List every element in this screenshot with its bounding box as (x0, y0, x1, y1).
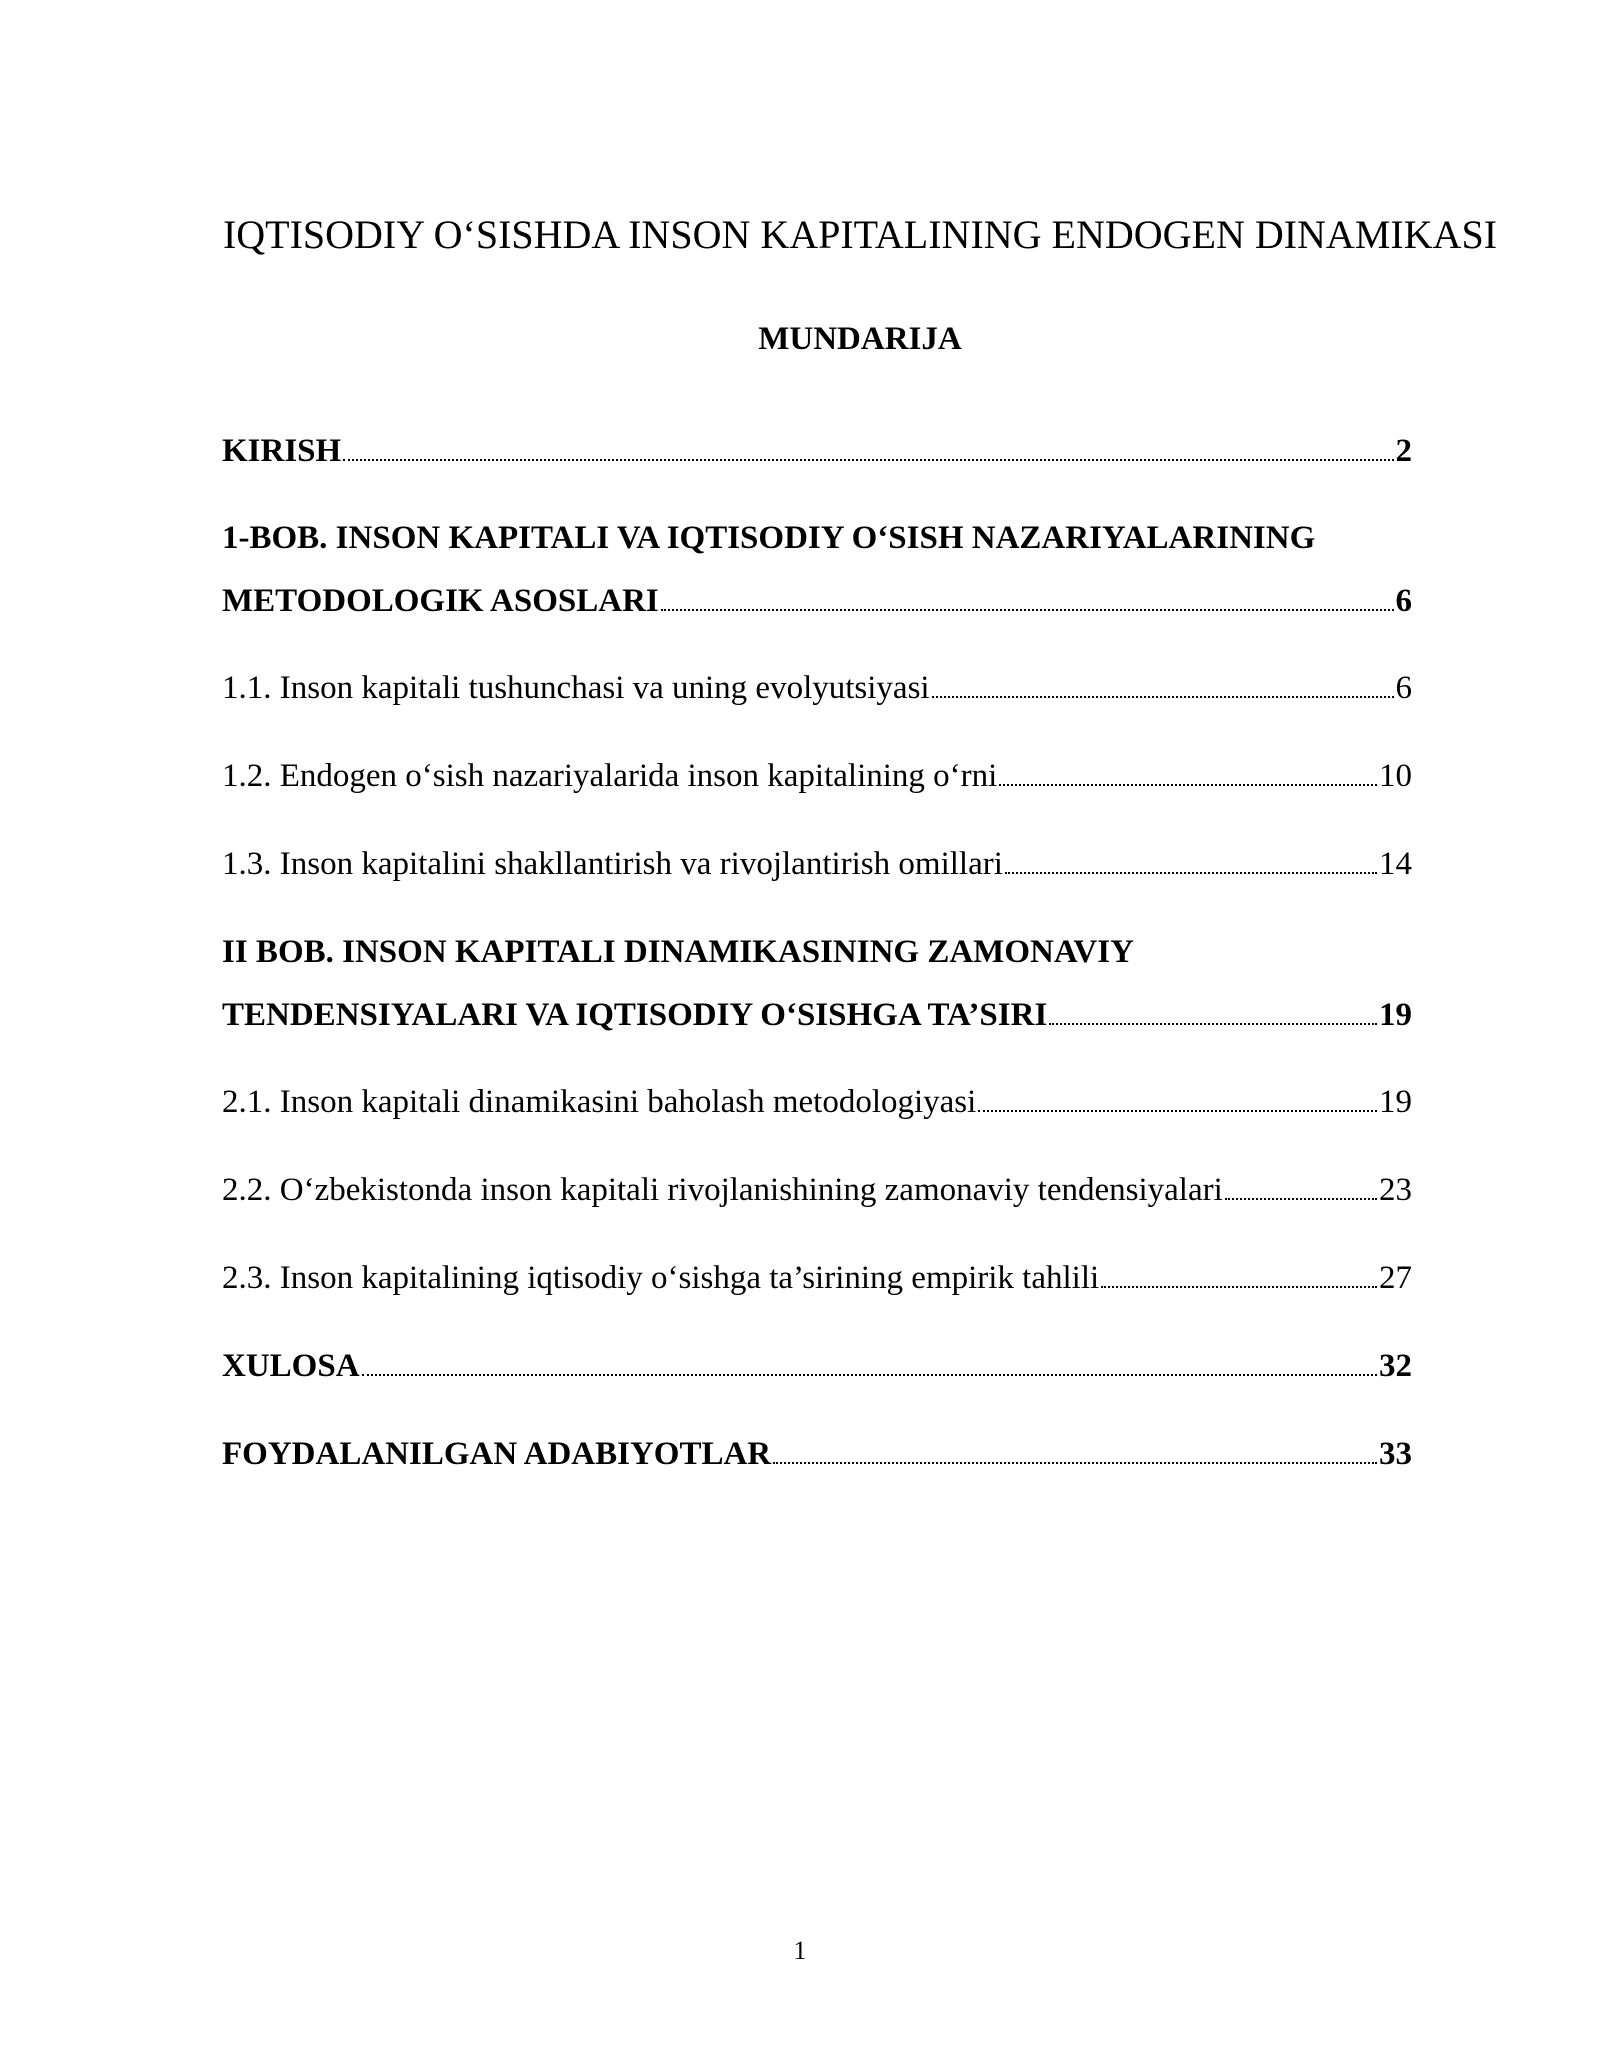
toc-entry-title: FOYDALANILGAN ADABIYOTLAR (222, 1436, 772, 1472)
toc-entry-title: TENDENSIYALARI VA IQTISODIY O‘SISHGA TA’SIRI (222, 997, 1048, 1033)
toc-entry-xulosa[interactable] (222, 1346, 1412, 1386)
toc-entry-2-3[interactable] (222, 1258, 1412, 1298)
toc-dot-leader (1005, 871, 1377, 874)
toc-entry-title: XULOSA (222, 1348, 360, 1384)
toc-page-number: 6 (1395, 583, 1412, 619)
toc-page-number: 19 (1379, 997, 1412, 1033)
toc-entry-title: 1.1. Inson kapitali tushunchasi va uning evolyutsiyasi (222, 670, 930, 706)
toc-dot-leader (661, 608, 1394, 611)
toc-entry-title: 1.2. Endogen o‘sish nazariyalarida inson kapitalining o‘rni (222, 758, 998, 794)
toc-page-number: 19 (1379, 1084, 1412, 1120)
toc-page-number: 10 (1379, 758, 1412, 794)
toc-entry-title: 2.3. Inson kapitalining iqtisodiy o‘sishga ta’sirining empirik tahlili (222, 1260, 1100, 1296)
toc-entry-2-2[interactable] (222, 1170, 1412, 1210)
toc-dot-leader (932, 695, 1394, 698)
toc-entry-title: 2.1. Inson kapitali dinamikasini baholash metodologiyasi (222, 1084, 977, 1120)
toc-dot-leader (1101, 1285, 1377, 1288)
toc-entry-1-1[interactable] (222, 668, 1412, 708)
toc-page-number: 2 (1395, 433, 1412, 469)
toc-page-number: 27 (1379, 1260, 1412, 1296)
page-number: 1 (793, 1936, 807, 1965)
toc-dot-leader (1225, 1197, 1377, 1200)
toc-entry-title: KIRISH (222, 433, 342, 469)
toc-page-number: 23 (1379, 1172, 1412, 1208)
toc-entry-chapter-2[interactable] (222, 932, 1412, 1035)
contents-heading: MUNDARIJA (758, 321, 962, 357)
toc-dot-leader (978, 1109, 1377, 1112)
toc-entry-2-1[interactable] (222, 1082, 1412, 1122)
toc-page-number: 32 (1379, 1348, 1412, 1384)
toc-entry-1-2[interactable] (222, 756, 1412, 796)
toc-page-number: 14 (1379, 846, 1412, 882)
toc-entry-references[interactable] (222, 1434, 1412, 1474)
toc-dot-leader (362, 1373, 1377, 1376)
toc-entry-1-3[interactable] (222, 844, 1412, 884)
toc-dot-leader (999, 783, 1377, 786)
toc-entry-chapter-1[interactable] (222, 518, 1412, 621)
toc-dot-leader (1049, 1022, 1377, 1025)
toc-entry-title: METODOLOGIK ASOSLARI (222, 583, 659, 619)
toc-entry-kirish[interactable] (222, 431, 1412, 471)
toc-dot-leader (343, 458, 1393, 461)
toc-entry-title-line1: 1-BOB. INSON KAPITALI VA IQTISODIY O‘SISH NAZARIYALARINING (222, 520, 1316, 556)
toc-entry-title-line1: II BOB. INSON KAPITALI DINAMIKASINING ZAMONAVIY (222, 934, 1134, 970)
toc-page-number: 33 (1379, 1436, 1412, 1472)
document-title: IQTISODIY O‘SISHDA INSON KAPITALINING ENDOGEN DINAMIKASI (222, 212, 1498, 257)
toc-dot-leader (773, 1461, 1377, 1464)
toc-entry-title: 2.2. O‘zbekistonda inson kapitali rivojlanishining zamonaviy tendensiyalari (222, 1172, 1223, 1208)
toc-page-number: 6 (1395, 670, 1412, 706)
toc-entry-title: 1.3. Inson kapitalini shakllantirish va rivojlantirish omillari (222, 846, 1003, 882)
